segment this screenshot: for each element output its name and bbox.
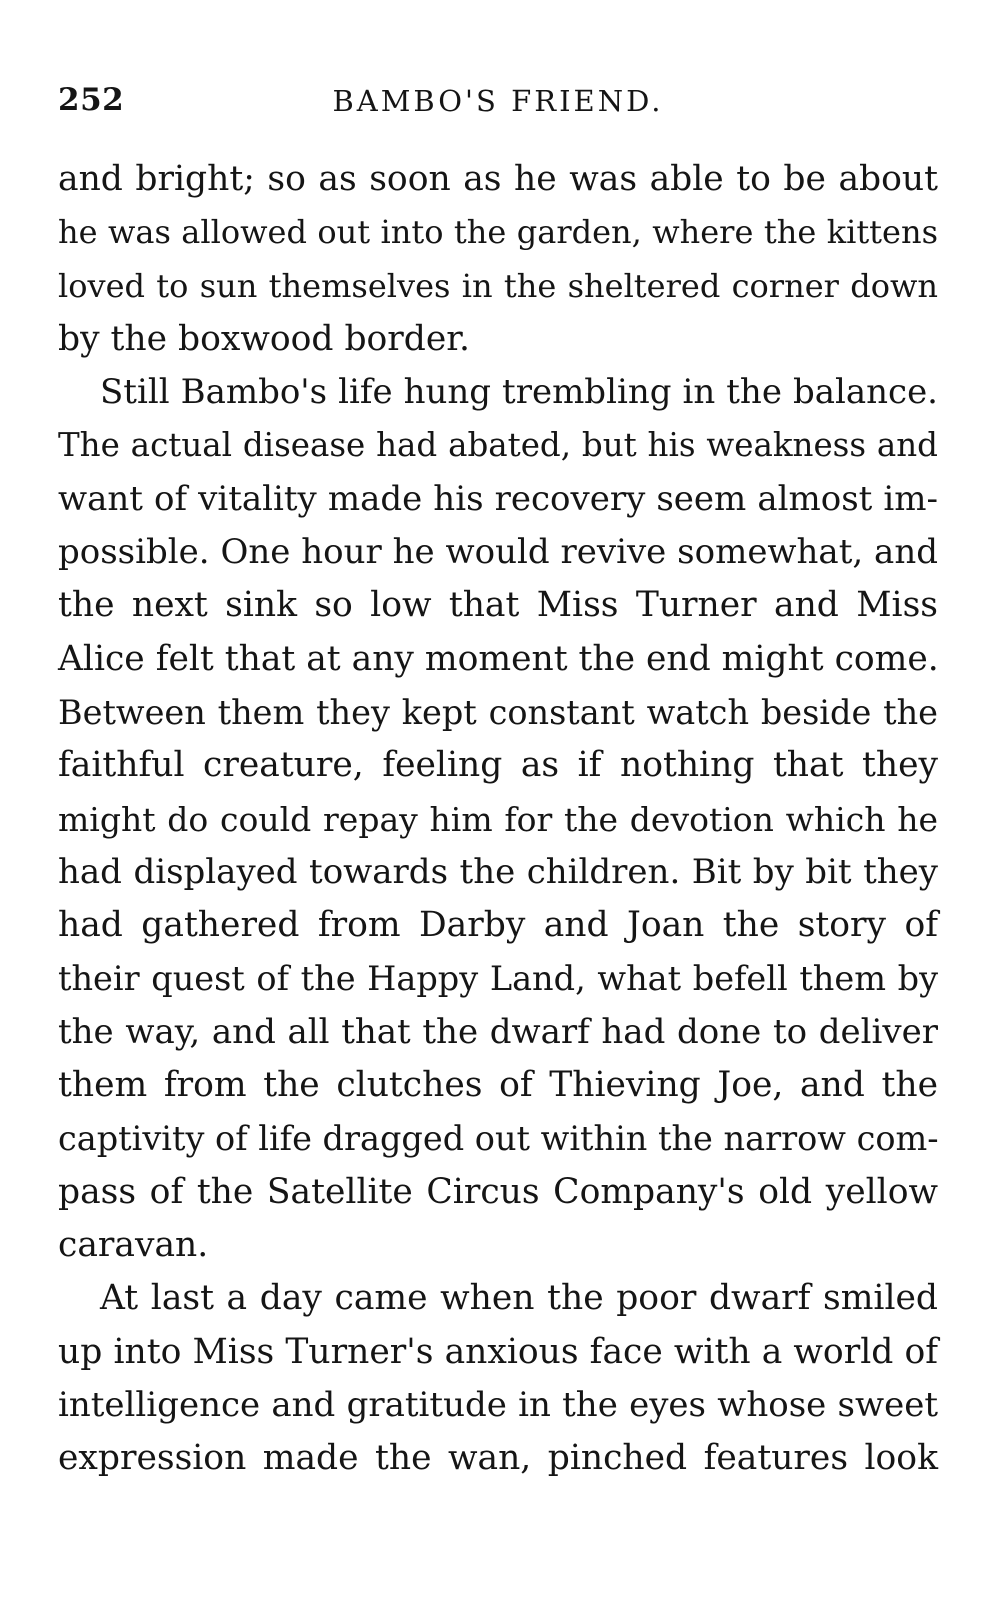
text-line: At last a day came when the poor dwarf smiled [100,1278,938,1319]
text-line: up into Miss Turner's anxious face with a world of [58,1331,938,1372]
page-number: 252 [58,82,125,118]
text-line: intelligence and gratitude in the eyes whose sweet [58,1384,938,1425]
text-line: Between them they kept constant watch beside the [58,692,938,732]
page-header [58,82,938,132]
running-title: BAMBO'S FRIEND. [332,84,664,118]
text-line: loved to sun themselves in the sheltered corner down [58,266,938,305]
text-line: the next sink so low that Miss Turner and Miss [58,585,938,626]
text-line: the way, and all that the dwarf had done to deliver [58,1011,938,1052]
text-line: their quest of the Happy Land, what befell them by [58,959,938,999]
text-line: Still Bambo's life hung trembling in the balance. [100,372,938,413]
text-line: might do could repay him for the devotion which he [58,799,938,839]
text-line: and bright; so as soon as he was able to be about [58,159,938,199]
text-line: want of vitality made his recovery seem almost im- [58,478,938,519]
body-text [58,153,938,1485]
text-line: Alice felt that at any moment the end might come. [58,638,939,679]
text-line: caravan. [58,1224,209,1265]
text-line: captivity of life dragged out within the narrow com- [58,1119,939,1159]
text-line: faithful creature, feeling as if nothing that they [58,745,938,786]
text-line: expression made the wan, pinched features look [58,1438,938,1479]
text-line: by the boxwood border. [58,318,470,359]
text-line: The actual disease had abated, but his weakness and [58,426,938,465]
text-line: possible. One hour he would revive somewhat, and [58,532,938,573]
text-line: pass of the Satellite Circus Company's old yellow [58,1171,938,1212]
text-line: had displayed towards the children. Bit by bit they [58,851,938,892]
text-line: had gathered from Darby and Joan the story of [58,905,938,946]
text-line: them from the clutches of Thieving Joe, and the [58,1065,938,1106]
text-line: he was allowed out into the garden, where the kittens [58,213,938,252]
